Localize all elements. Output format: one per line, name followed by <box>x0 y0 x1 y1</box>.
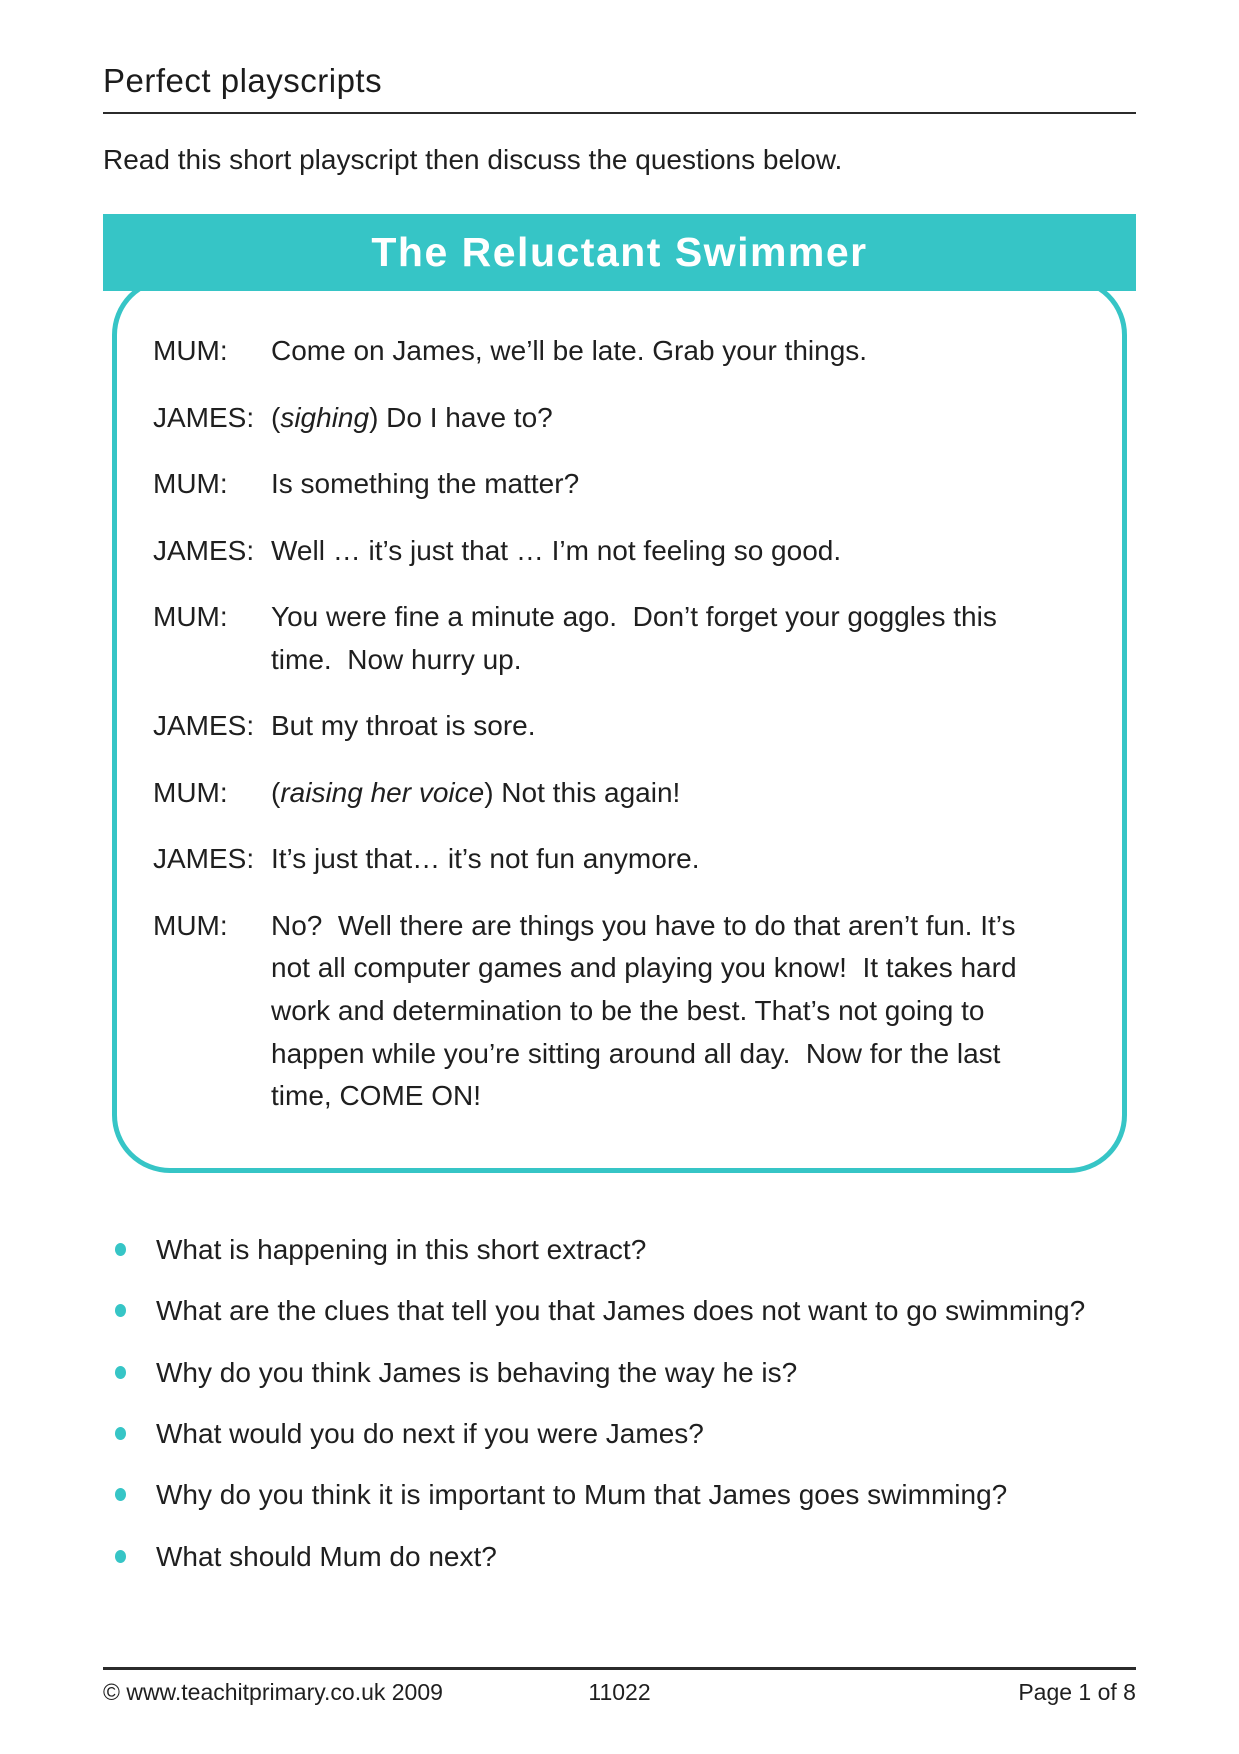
script-line <box>153 330 1056 373</box>
question-item <box>103 1413 1136 1454</box>
speaker-label: JAMES: <box>153 843 255 875</box>
speaker-label: JAMES: <box>153 534 255 566</box>
question-text: What is happening in this short extract? <box>156 1233 647 1265</box>
speaker-label: MUM: <box>153 776 228 808</box>
speech-text: Come on James, we’ll be late. Grab your things. <box>271 335 868 366</box>
speech-text: Is something the matter? <box>271 468 580 500</box>
script-dialogue-box <box>112 277 1127 1173</box>
speaker-label: MUM: <box>153 601 228 633</box>
playscript <box>103 214 1136 1173</box>
speech-text: But my throat is sore. <box>271 710 536 742</box>
page-footer <box>103 1667 1136 1706</box>
script-line <box>153 838 1056 881</box>
bullet-icon <box>115 1304 126 1317</box>
bullet-icon <box>115 1550 126 1563</box>
script-line <box>153 530 1056 573</box>
bullet-icon <box>115 1488 126 1501</box>
speaker-label: MUM: <box>153 335 228 366</box>
bullet-icon <box>115 1243 126 1256</box>
script-line <box>153 596 1056 681</box>
script-title-band <box>103 214 1136 291</box>
question-item <box>103 1536 1136 1577</box>
question-text: Why do you think it is important to Mum that James goes swimming? <box>156 1479 1008 1511</box>
script-line <box>153 772 1056 815</box>
script-line <box>153 463 1056 506</box>
instruction-text: Read this short playscript then discuss the questions below. <box>103 144 843 175</box>
question-text: What should Mum do next? <box>156 1540 497 1572</box>
page-title: Perfect playscripts <box>103 62 1136 114</box>
question-text: What would you do next if you were James? <box>156 1417 704 1449</box>
footer-resource-id: 11022 <box>588 1679 651 1705</box>
question-text: What are the clues that tell you that James does not want to go swimming? <box>156 1295 1086 1327</box>
speech-text: (sighing) Do I have to? <box>271 401 553 433</box>
speech-text: It’s just that… it’s not fun anymore. <box>271 843 700 875</box>
bullet-icon <box>115 1427 126 1440</box>
discussion-questions-list <box>103 1229 1136 1598</box>
script-title: The Reluctant Swimmer <box>371 229 868 275</box>
speaker-label: JAMES: <box>153 710 255 742</box>
bullet-icon <box>115 1366 126 1379</box>
script-line <box>153 905 1056 1118</box>
question-item <box>103 1229 1136 1270</box>
speaker-label: MUM: <box>153 909 228 941</box>
speaker-label: JAMES: <box>153 401 255 433</box>
speaker-label: MUM: <box>153 468 228 500</box>
script-line <box>153 397 1056 440</box>
question-item <box>103 1290 1136 1331</box>
speech-text: No? Well there are things you have to do that aren’t fun. It’s not all computer games and playing you know! It takes hard work and determination to be the best. That’s not going to happen while you’re sitting around all day. Now for the last time, COME ON! <box>271 909 1025 1112</box>
speech-text: Well … it’s just that … I’m not feeling so good. <box>271 534 842 566</box>
speech-text: (raising her voice) Not this again! <box>271 776 681 808</box>
page-number: Page 1 of 8 <box>1018 1679 1136 1705</box>
question-text: Why do you think James is behaving the way he is? <box>156 1356 798 1388</box>
question-item <box>103 1474 1136 1515</box>
footer-copyright: © www.teachitprimary.co.uk 2009 <box>103 1679 443 1705</box>
speech-text: You were fine a minute ago. Don’t forget your goggles this time. Now hurry up. <box>271 601 1005 675</box>
script-line <box>153 705 1056 748</box>
question-item <box>103 1352 1136 1393</box>
